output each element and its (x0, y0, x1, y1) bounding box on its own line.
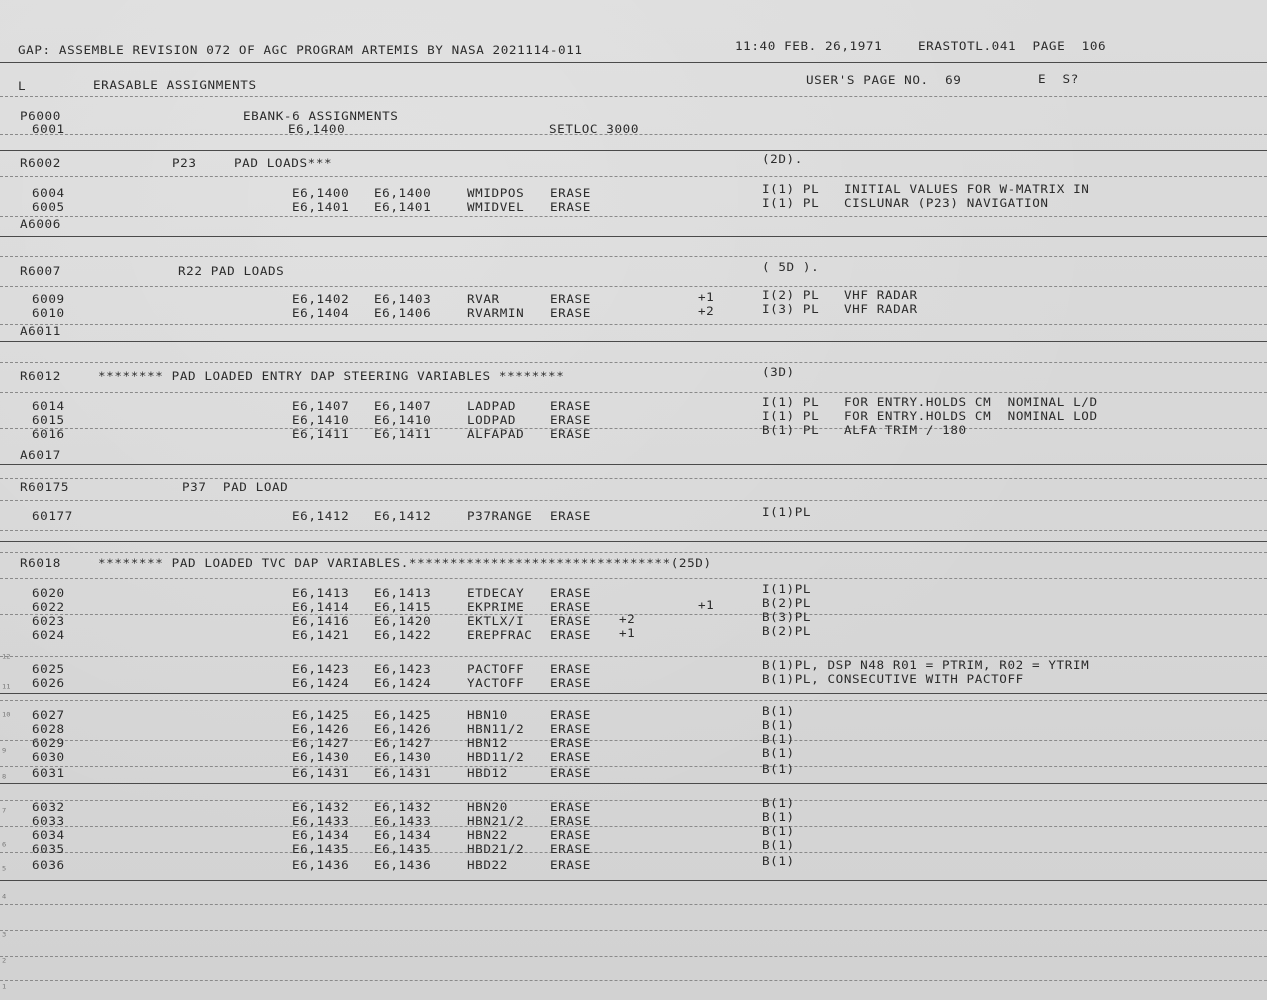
line-number: A6011 (20, 324, 61, 338)
address-end: E6,1415 (374, 600, 432, 614)
address-end: E6,1434 (374, 828, 432, 842)
scaling-flag: I(3) PL (762, 302, 820, 316)
margin-mark: 2 (2, 956, 7, 965)
opcode: ERASE (550, 858, 591, 872)
scaling-flag: B(1)PL, DSP N48 R01 = PTRIM, R02 = YTRIM (762, 658, 1090, 672)
symbol-name: LADPAD (467, 399, 517, 413)
address-end: E6,1406 (374, 306, 432, 320)
guide-line (0, 656, 1267, 657)
comment: INITIAL VALUES FOR W-MATRIX IN (844, 182, 1090, 196)
scaling-flag: B(1) (762, 746, 795, 760)
line-number: R6007 (20, 264, 61, 278)
line-number: P6000 (20, 109, 61, 123)
size-offset: +2 (619, 612, 636, 626)
guide-line (0, 980, 1267, 981)
guide-line (0, 766, 1267, 767)
opcode: ERASE (550, 708, 591, 722)
opcode: ERASE (550, 828, 591, 842)
line-number: 6031 (32, 766, 65, 780)
guide-line (0, 700, 1267, 701)
scaling-flag: B(1) (762, 704, 795, 718)
opcode: ERASE (550, 628, 591, 642)
scaling-flag: B(1) (762, 810, 795, 824)
symbol-name: HBD12 (467, 766, 508, 780)
guide-line (0, 800, 1267, 801)
address-start: E6,1411 (292, 427, 350, 441)
section-label: P23 (172, 156, 197, 170)
scaling-flag: I(1) PL (762, 395, 820, 409)
guide-line (0, 176, 1267, 177)
symbol-name: ETDECAY (467, 586, 525, 600)
margin-mark: 5 (2, 864, 7, 873)
opcode: ERASE (550, 800, 591, 814)
address-end: E6,1420 (374, 614, 432, 628)
address-start: E6,1433 (292, 814, 350, 828)
margin-mark: 1 (2, 982, 7, 991)
symbol-name: HBD11/2 (467, 750, 525, 764)
scaling-flag: I(1)PL (762, 582, 812, 596)
address-end: E6,1427 (374, 736, 432, 750)
address: E6,1400 (288, 122, 346, 136)
scaling-flag: I(1) PL (762, 196, 820, 210)
symbol-name: EREPFRAC (467, 628, 533, 642)
opcode: ERASE (550, 200, 591, 214)
line-number: 6010 (32, 306, 65, 320)
size-offset: +1 (698, 290, 715, 304)
line-number: 6023 (32, 614, 65, 628)
symbol-name: LODPAD (467, 413, 517, 427)
setloc-directive: SETLOC 3000 (549, 122, 640, 136)
symbol-name: HBN22 (467, 828, 508, 842)
scaling-flag: I(2) PL (762, 288, 820, 302)
opcode: ERASE (550, 413, 591, 427)
comment: ALFA TRIM / 180 (844, 423, 967, 437)
address-start: E6,1416 (292, 614, 350, 628)
size-offset: +1 (619, 626, 636, 640)
margin-mark: 7 (2, 806, 7, 815)
address-end: E6,1432 (374, 800, 432, 814)
address-start: E6,1436 (292, 858, 350, 872)
guide-line (0, 96, 1267, 97)
line-number: 6028 (32, 722, 65, 736)
guide-line (0, 930, 1267, 931)
header-title: GAP: ASSEMBLE REVISION 072 OF AGC PROGRAM ARTEMIS BY NASA 2021114-011 (18, 43, 583, 57)
opcode: ERASE (550, 427, 591, 441)
guide-line (0, 362, 1267, 363)
opcode: ERASE (550, 186, 591, 200)
guide-line (0, 392, 1267, 393)
opcode: ERASE (550, 676, 591, 690)
address-end: E6,1410 (374, 413, 432, 427)
line-number: 6026 (32, 676, 65, 690)
opcode: ERASE (550, 750, 591, 764)
size-offset: +2 (698, 304, 715, 318)
users-page-suffix: E S? (1038, 72, 1079, 86)
line-number: A6017 (20, 448, 61, 462)
header-datetime: 11:40 FEB. 26,1971 (735, 39, 883, 53)
margin-mark: 11 (2, 682, 11, 691)
symbol-name: EKPRIME (467, 600, 525, 614)
rule-line (0, 62, 1267, 63)
opcode: ERASE (550, 600, 591, 614)
line-number: R6002 (20, 156, 61, 170)
rule-line (0, 150, 1267, 151)
address-start: E6,1427 (292, 736, 350, 750)
word-count: ( 5D ). (762, 260, 820, 274)
address-start: E6,1425 (292, 708, 350, 722)
symbol-name: HBD22 (467, 858, 508, 872)
address-start: E6,1432 (292, 800, 350, 814)
section-title: ERASABLE ASSIGNMENTS (93, 78, 257, 92)
address-end: E6,1426 (374, 722, 432, 736)
address-start: E6,1414 (292, 600, 350, 614)
line-number: A6006 (20, 217, 61, 231)
margin-mark: 6 (2, 840, 7, 849)
address-end: E6,1433 (374, 814, 432, 828)
margin-mark: 3 (2, 930, 7, 939)
symbol-name: HBN21/2 (467, 814, 525, 828)
section-label: R22 PAD LOADS (178, 264, 285, 278)
guide-line (0, 956, 1267, 957)
address-end: E6,1425 (374, 708, 432, 722)
symbol-name: HBN20 (467, 800, 508, 814)
guide-line (0, 740, 1267, 741)
line-number: 6029 (32, 736, 65, 750)
rule-line (0, 341, 1267, 342)
size-offset: +1 (698, 598, 715, 612)
section-label: ******** PAD LOADED ENTRY DAP STEERING VARIABLES ******** (98, 369, 565, 383)
line-number: 6030 (32, 750, 65, 764)
address-start: E6,1412 (292, 509, 350, 523)
guide-line (0, 500, 1267, 501)
scaling-flag: B(1) (762, 824, 795, 838)
scaling-flag: B(1) (762, 762, 795, 776)
word-count: (2D). (762, 152, 803, 166)
scaling-flag: I(1) PL (762, 409, 820, 423)
comment: VHF RADAR (844, 302, 918, 316)
margin-mark: 10 (2, 710, 11, 719)
address-start: E6,1421 (292, 628, 350, 642)
section-remark: PAD LOADS*** (234, 156, 333, 170)
rule-line (0, 236, 1267, 237)
rule-line (0, 541, 1267, 542)
rule-line (0, 783, 1267, 784)
guide-line (0, 286, 1267, 287)
rule-line (0, 464, 1267, 465)
address-start: E6,1423 (292, 662, 350, 676)
address-start: E6,1413 (292, 586, 350, 600)
address-start: E6,1410 (292, 413, 350, 427)
address-start: E6,1404 (292, 306, 350, 320)
opcode: ERASE (550, 842, 591, 856)
line-number: 6020 (32, 586, 65, 600)
address-end: E6,1403 (374, 292, 432, 306)
scaling-flag: B(1) PL (762, 423, 820, 437)
scaling-flag: B(1) (762, 796, 795, 810)
address-end: E6,1422 (374, 628, 432, 642)
symbol-name: WMIDVEL (467, 200, 525, 214)
rule-line (0, 693, 1267, 694)
scaling-flag: B(2)PL (762, 624, 812, 638)
address-end: E6,1424 (374, 676, 432, 690)
opcode: ERASE (550, 614, 591, 628)
guide-line (0, 256, 1267, 257)
symbol-name: YACTOFF (467, 676, 525, 690)
opcode: ERASE (550, 586, 591, 600)
opcode: ERASE (550, 292, 591, 306)
address-end: E6,1431 (374, 766, 432, 780)
scaling-flag: B(1) (762, 718, 795, 732)
opcode: ERASE (550, 399, 591, 413)
guide-line (0, 478, 1267, 479)
line-number: 6005 (32, 200, 65, 214)
line-number: 6009 (32, 292, 65, 306)
symbol-name: HBD21/2 (467, 842, 525, 856)
scaling-flag: B(1) (762, 732, 795, 746)
users-page-number: USER'S PAGE NO. 69 (806, 73, 962, 87)
scaling-flag: B(3)PL (762, 610, 812, 624)
opcode: ERASE (550, 722, 591, 736)
address-start: E6,1407 (292, 399, 350, 413)
address-end: E6,1407 (374, 399, 432, 413)
guide-line (0, 216, 1267, 217)
address-start: E6,1401 (292, 200, 350, 214)
line-number: 6027 (32, 708, 65, 722)
margin-mark: 12 (2, 652, 11, 661)
address-start: E6,1430 (292, 750, 350, 764)
margin-mark: 8 (2, 772, 7, 781)
scaling-flag: B(1)PL, CONSECUTIVE WITH PACTOFF (762, 672, 1024, 686)
line-number: 6001 (32, 122, 65, 136)
address-end: E6,1412 (374, 509, 432, 523)
address-start: E6,1434 (292, 828, 350, 842)
line-number: 6032 (32, 800, 65, 814)
margin-mark: 9 (2, 746, 7, 755)
margin-mark: 4 (2, 892, 7, 901)
address-start: E6,1400 (292, 186, 350, 200)
header-file-page: ERASTOTL.041 PAGE 106 (918, 39, 1107, 53)
guide-line (0, 324, 1267, 325)
opcode: ERASE (550, 736, 591, 750)
symbol-name: PACTOFF (467, 662, 525, 676)
word-count: (3D) (762, 365, 795, 379)
address-end: E6,1411 (374, 427, 432, 441)
scaling-flag: B(2)PL (762, 596, 812, 610)
line-number: 6035 (32, 842, 65, 856)
address-start: E6,1402 (292, 292, 350, 306)
rule-line (0, 880, 1267, 881)
address-start: E6,1424 (292, 676, 350, 690)
address-start: E6,1426 (292, 722, 350, 736)
guide-line (0, 826, 1267, 827)
opcode: ERASE (550, 814, 591, 828)
line-number: 6036 (32, 858, 65, 872)
address-end: E6,1435 (374, 842, 432, 856)
symbol-name: WMIDPOS (467, 186, 525, 200)
comment: FOR ENTRY.HOLDS CM NOMINAL L/D (844, 395, 1098, 409)
scaling-flag: I(1)PL (762, 505, 812, 519)
comment: FOR ENTRY.HOLDS CM NOMINAL LOD (844, 409, 1098, 423)
line-number: R6012 (20, 369, 61, 383)
symbol-name: P37RANGE (467, 509, 533, 523)
comment: CISLUNAR (P23) NAVIGATION (844, 196, 1049, 210)
symbol-name: HBN11/2 (467, 722, 525, 736)
address-end: E6,1423 (374, 662, 432, 676)
line-number: R6018 (20, 556, 61, 570)
ebank-heading: EBANK-6 ASSIGNMENTS (243, 109, 399, 123)
line-number: R60175 (20, 480, 70, 494)
address-start: E6,1431 (292, 766, 350, 780)
address-end: E6,1400 (374, 186, 432, 200)
guide-line (0, 904, 1267, 905)
line-number: 6022 (32, 600, 65, 614)
address-end: E6,1413 (374, 586, 432, 600)
opcode: ERASE (550, 306, 591, 320)
scaling-flag: I(1) PL (762, 182, 820, 196)
line-number: 6016 (32, 427, 65, 441)
symbol-name: ALFAPAD (467, 427, 525, 441)
line-number: 6015 (32, 413, 65, 427)
line-number: 6033 (32, 814, 65, 828)
symbol-name: RVARMIN (467, 306, 525, 320)
symbol-name: HBN12 (467, 736, 508, 750)
line-number: 6025 (32, 662, 65, 676)
listing-level: L (18, 79, 27, 93)
symbol-name: HBN10 (467, 708, 508, 722)
opcode: ERASE (550, 509, 591, 523)
symbol-name: RVAR (467, 292, 500, 306)
comment: VHF RADAR (844, 288, 918, 302)
line-number: 6004 (32, 186, 65, 200)
guide-line (0, 530, 1267, 531)
line-number: 6024 (32, 628, 65, 642)
address-end: E6,1401 (374, 200, 432, 214)
guide-line (0, 852, 1267, 853)
section-label: P37 PAD LOAD (182, 480, 289, 494)
guide-line (0, 428, 1267, 429)
line-number: 6014 (32, 399, 65, 413)
guide-line (0, 578, 1267, 579)
symbol-name: EKTLX/I (467, 614, 525, 628)
opcode: ERASE (550, 662, 591, 676)
address-end: E6,1430 (374, 750, 432, 764)
address-end: E6,1436 (374, 858, 432, 872)
scaling-flag: B(1) (762, 838, 795, 852)
line-number: 60177 (32, 509, 73, 523)
line-number: 6034 (32, 828, 65, 842)
opcode: ERASE (550, 766, 591, 780)
guide-line (0, 552, 1267, 553)
section-label: ******** PAD LOADED TVC DAP VARIABLES.********************************(25D) (98, 556, 712, 570)
address-start: E6,1435 (292, 842, 350, 856)
scaling-flag: B(1) (762, 854, 795, 868)
